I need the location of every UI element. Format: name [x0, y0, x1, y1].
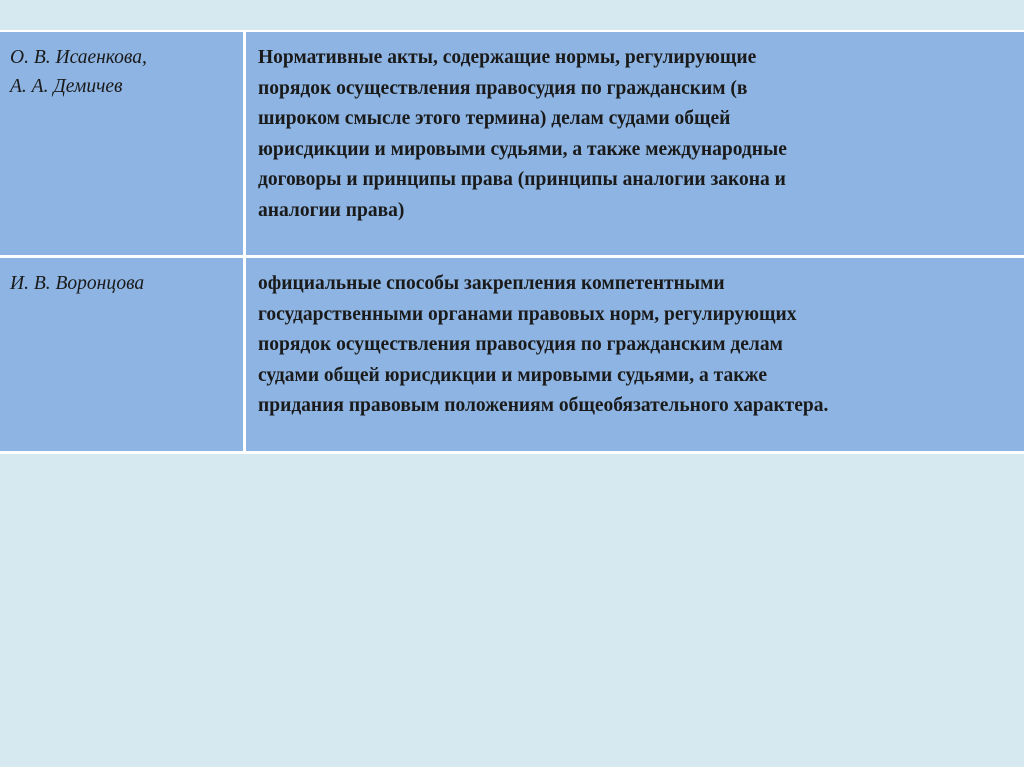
- author-cell: [0, 32, 246, 255]
- definitions-table: [0, 30, 1024, 454]
- table-row: [0, 258, 1024, 454]
- definition-line: порядок осуществления правосудия по гражданским (в: [258, 77, 748, 99]
- definition-line: юрисдикции и мировыми судьями, а также международные: [258, 138, 787, 160]
- definition-line: придания правовым положениям общеобязательного характера.: [258, 395, 829, 416]
- definition-line: Нормативные акты, содержащие нормы, регулирующие: [258, 47, 757, 68]
- definition-line: государственными органами правовых норм, регулирующих: [258, 303, 797, 325]
- table-row: [0, 32, 1024, 258]
- definition-line: официальные способы закрепления компетентными: [258, 273, 725, 294]
- author-cell: [0, 258, 246, 451]
- author-line: А. А. Демичев: [10, 76, 123, 97]
- definition-cell: [246, 258, 1024, 451]
- definition-line: порядок осуществления правосудия по гражданским делам: [258, 334, 783, 355]
- definition-line: судами общей юрисдикции и мировыми судьями, а также: [258, 364, 767, 386]
- definition-line: широком смысле этого термина) делам судами общей: [258, 108, 731, 129]
- author-line: И. В. Воронцова: [10, 273, 145, 294]
- definition-line: аналогии права): [258, 199, 405, 221]
- definition-line: договоры и принципы права (принципы аналогии закона и: [258, 169, 786, 190]
- definition-cell: [246, 32, 1024, 255]
- author-line: О. В. Исаенкова,: [10, 47, 147, 68]
